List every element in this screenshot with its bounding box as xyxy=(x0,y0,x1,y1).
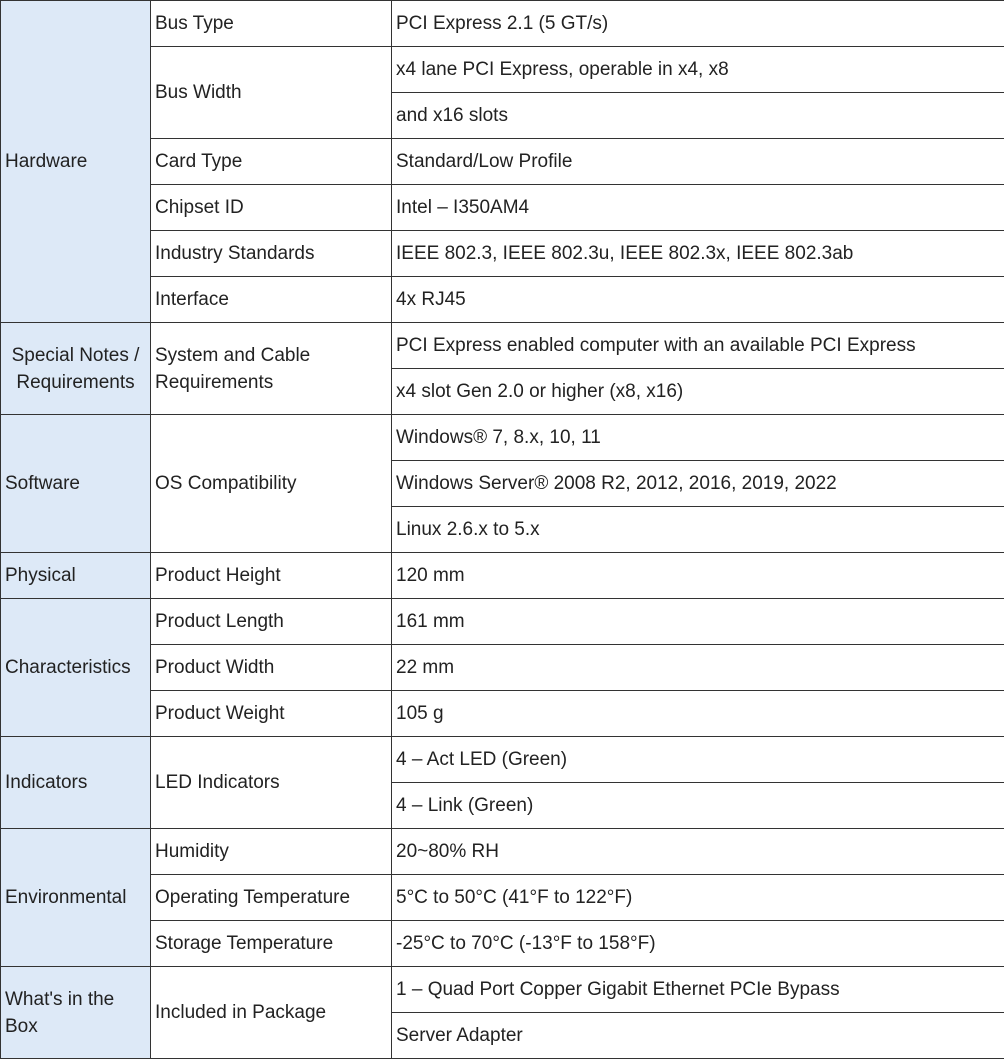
feature-industry-standards: Industry Standards xyxy=(151,231,392,277)
value-bus-width-2: and x16 slots xyxy=(392,93,1004,139)
feature-interface: Interface xyxy=(151,277,392,323)
table-row xyxy=(1,139,1004,185)
category-environmental: Environmental xyxy=(1,829,151,967)
table-row xyxy=(1,185,1004,231)
value-chipset-id: Intel – I350AM4 xyxy=(392,185,1004,231)
feature-chipset-id: Chipset ID xyxy=(151,185,392,231)
table-row xyxy=(1,737,1004,783)
category-special-notes xyxy=(1,323,151,415)
value-led-indicators-2: 4 – Link (Green) xyxy=(392,783,1004,829)
table-row xyxy=(1,231,1004,277)
value-included-in-package-2: Server Adapter xyxy=(392,1013,1004,1059)
category-whats-in-box xyxy=(1,967,151,1059)
table-row xyxy=(1,1,1004,47)
value-os-compatibility-3: Linux 2.6.x to 5.x xyxy=(392,507,1004,553)
table-row xyxy=(1,277,1004,323)
feature-system-requirements-line-1: System and Cable xyxy=(155,344,311,366)
table-row xyxy=(1,875,1004,921)
table-row xyxy=(1,921,1004,967)
table-row xyxy=(1,47,1004,93)
value-os-compatibility-1: Windows® 7, 8.x, 10, 11 xyxy=(392,415,1004,461)
category-hardware: Hardware xyxy=(1,1,151,323)
value-included-in-package-1: 1 – Quad Port Copper Gigabit Ethernet PCIe Bypass xyxy=(392,967,1004,1013)
table-row xyxy=(1,645,1004,691)
value-led-indicators-1: 4 – Act LED (Green) xyxy=(392,737,1004,783)
category-characteristics: Characteristics xyxy=(1,599,151,737)
value-os-compatibility-2: Windows Server® 2008 R2, 2012, 2016, 2019, 2022 xyxy=(392,461,1004,507)
feature-product-weight: Product Weight xyxy=(151,691,392,737)
category-software: Software xyxy=(1,415,151,553)
table-row xyxy=(1,415,1004,461)
value-product-width: 22 mm xyxy=(392,645,1004,691)
table-row xyxy=(1,553,1004,599)
feature-bus-width: Bus Width xyxy=(151,47,392,139)
feature-humidity: Humidity xyxy=(151,829,392,875)
feature-product-width: Product Width xyxy=(151,645,392,691)
table-row xyxy=(1,599,1004,645)
value-product-weight: 105 g xyxy=(392,691,1004,737)
category-physical: Physical xyxy=(1,553,151,599)
value-industry-standards: IEEE 802.3, IEEE 802.3u, IEEE 802.3x, IEEE 802.3ab xyxy=(392,231,1004,277)
value-operating-temperature: 5°C to 50°C (41°F to 122°F) xyxy=(392,875,1004,921)
feature-card-type: Card Type xyxy=(151,139,392,185)
category-special-notes-line-1: Special Notes / xyxy=(11,344,140,366)
category-special-notes-line-2: Requirements xyxy=(16,371,135,393)
feature-system-requirements-line-2: Requirements xyxy=(155,371,274,393)
value-system-requirements-2: x4 slot Gen 2.0 or higher (x8, x16) xyxy=(392,369,1004,415)
value-humidity: 20~80% RH xyxy=(392,829,1004,875)
table-row xyxy=(1,967,1004,1013)
feature-storage-temperature: Storage Temperature xyxy=(151,921,392,967)
value-card-type: Standard/Low Profile xyxy=(392,139,1004,185)
feature-os-compatibility: OS Compatibility xyxy=(151,415,392,553)
category-indicators: Indicators xyxy=(1,737,151,829)
feature-included-in-package: Included in Package xyxy=(151,967,392,1059)
value-system-requirements-1: PCI Express enabled computer with an available PCI Express xyxy=(392,323,1004,369)
feature-product-height: Product Height xyxy=(151,553,392,599)
feature-bus-type: Bus Type xyxy=(151,1,392,47)
value-product-height: 120 mm xyxy=(392,553,1004,599)
value-storage-temperature: -25°C to 70°C (-13°F to 158°F) xyxy=(392,921,1004,967)
feature-system-requirements xyxy=(151,323,392,415)
category-whats-in-box-line-1: What's in the xyxy=(5,988,115,1010)
table-row xyxy=(1,691,1004,737)
value-bus-type: PCI Express 2.1 (5 GT/s) xyxy=(392,1,1004,47)
value-product-length: 161 mm xyxy=(392,599,1004,645)
category-whats-in-box-line-2: Box xyxy=(5,1015,38,1037)
table-row xyxy=(1,323,1004,369)
feature-product-length: Product Length xyxy=(151,599,392,645)
feature-operating-temperature: Operating Temperature xyxy=(151,875,392,921)
value-interface: 4x RJ45 xyxy=(392,277,1004,323)
table-row xyxy=(1,829,1004,875)
feature-led-indicators: LED Indicators xyxy=(151,737,392,829)
value-bus-width-1: x4 lane PCI Express, operable in x4, x8 xyxy=(392,47,1004,93)
